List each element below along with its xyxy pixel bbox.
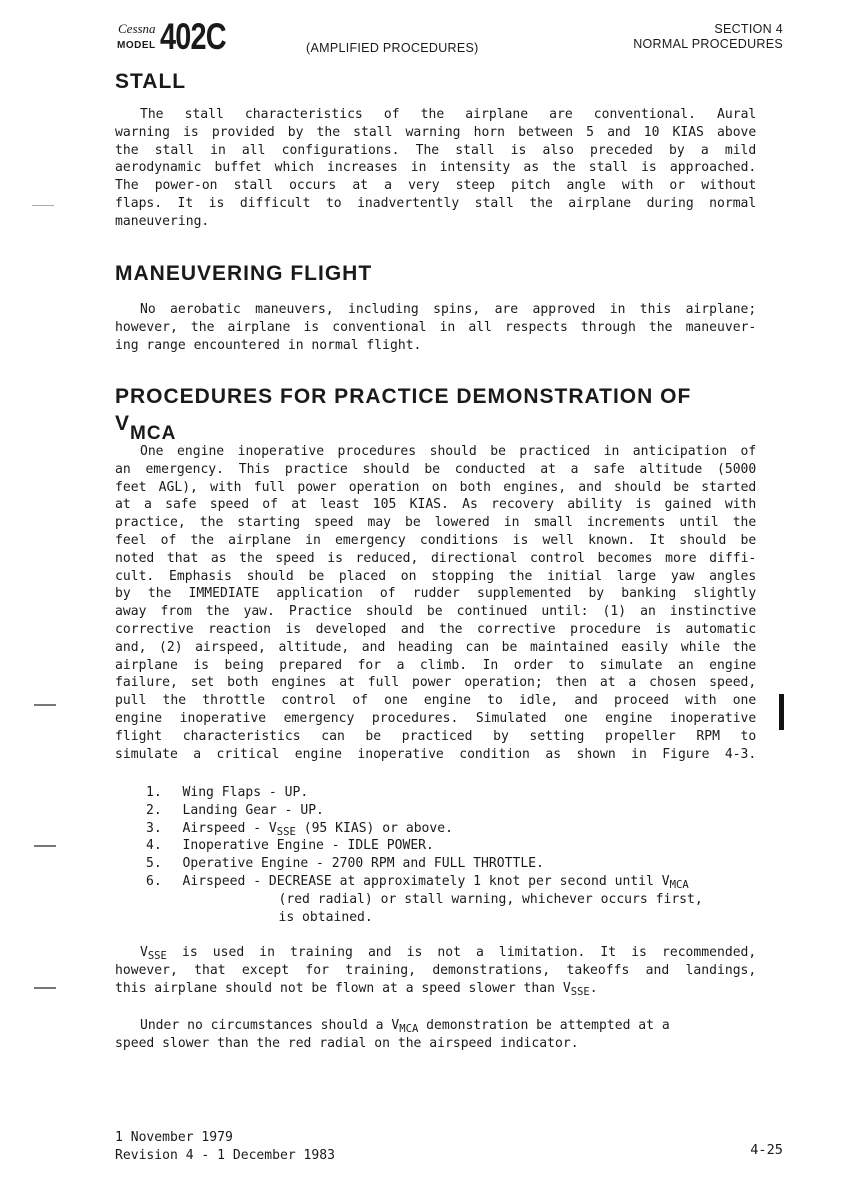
step-number: 4. — [146, 837, 162, 854]
warning-text: Under no circumstances should a V — [139, 1017, 400, 1033]
text-line: however, that except for training, demonstrations, takeoffs and landings, — [115, 961, 757, 978]
text-line: pull the throttle control of one engine to idle, and proceed with one — [115, 692, 757, 709]
text-line — [115, 980, 756, 998]
step-subscript: SSE — [276, 824, 296, 838]
practice-heading: PROCEDURES FOR PRACTICE DEMONSTRATION OF — [115, 385, 692, 408]
list-item — [146, 855, 703, 873]
margin-mark — [34, 987, 56, 989]
note-text: is used in training and is not a limitation. It is recommended, — [166, 944, 757, 960]
text-line: an emergency. This practice should be conducted at a safe altitude (5000 — [115, 460, 757, 477]
list-item — [146, 784, 703, 802]
text-line: and, (2) airspeed, altitude, and heading can be maintained easily while the — [115, 638, 757, 655]
section-title: NORMAL PROCEDURES — [633, 37, 783, 51]
step-text: Landing Gear - UP. — [182, 801, 324, 818]
maneuvering-heading: MANEUVERING FLIGHT — [115, 262, 373, 285]
text-line: flaps. It is difficult to inadvertently stall the airplane during normal — [115, 194, 757, 211]
vsse-v: V — [139, 944, 148, 960]
margin-mark — [34, 704, 56, 706]
stall-paragraph — [115, 106, 756, 231]
warning-text: demonstration be attempted at a — [418, 1017, 670, 1033]
cessna-logo: Cessna — [118, 21, 156, 36]
page-number: 4-25 — [750, 1142, 783, 1158]
stall-heading: STALL — [115, 70, 187, 93]
text-line: One engine inoperative procedures should be practiced in anticipation of — [139, 443, 757, 459]
text-line: feet AGL), with full power operation on both engines, and should be started — [115, 478, 757, 495]
step-number: 3. — [146, 819, 162, 836]
vsse-subscript: SSE — [147, 949, 167, 962]
section-subtitle: (AMPLIFIED PROCEDURES) — [306, 41, 479, 55]
text-line: aerodynamic buffet which increases in intensity as the stall is approached. — [115, 159, 757, 176]
step-number: 2. — [146, 801, 162, 818]
practice-paragraph — [115, 443, 756, 763]
list-item — [146, 802, 703, 820]
revision-bar — [779, 694, 784, 730]
model-label: MODEL — [117, 40, 156, 51]
footer — [115, 1128, 335, 1164]
text-line: The stall characteristics of the airplane are conventional. Aural — [139, 106, 757, 122]
text-line: simulate a critical engine inoperative condition as shown in Figure 4-3. — [115, 745, 757, 762]
vsse-subscript: SSE — [570, 984, 590, 998]
list-item — [146, 820, 703, 838]
vmca-subscript: MCA — [130, 423, 177, 444]
note-text: this airplane should not be flown at a speed slower than V — [115, 979, 571, 996]
vsse-note — [115, 944, 756, 997]
procedure-steps — [146, 784, 703, 926]
text-line: however, the airplane is conventional in all respects through the maneuver- — [115, 318, 757, 335]
maneuvering-paragraph — [115, 301, 756, 354]
text-line: practice, the starting speed may be lowered in small increments until the — [115, 514, 757, 531]
text-line: speed slower than the red radial on the airspeed indicator. — [115, 1034, 579, 1051]
text-line: the stall in all configurations. The stall is also preceded by a mild — [115, 141, 757, 158]
text-line: airplane is being prepared for a climb. In order to simulate an engine — [115, 656, 757, 673]
text-line: away from the yaw. Practice should be continued until: (1) an instinctive — [115, 603, 757, 620]
vmca-heading — [115, 412, 177, 444]
step-subscript: MCA — [669, 877, 689, 891]
step-text: Operative Engine - 2700 RPM and FULL THROTTLE. — [182, 855, 544, 872]
model-number: 402C — [160, 16, 226, 57]
step-continuation: is obtained. — [278, 908, 373, 925]
step-text: (95 KIAS) or above. — [295, 819, 453, 836]
text-line: warning is provided by the stall warning horn between 5 and 10 KIAS above — [115, 123, 757, 140]
list-item — [146, 873, 703, 891]
margin-mark — [34, 845, 56, 847]
step-text: Inoperative Engine - IDLE POWER. — [182, 837, 434, 854]
step-text: Airspeed - DECREASE at approximately 1 knot per second until V — [182, 872, 670, 889]
list-item — [146, 837, 703, 855]
text-line — [115, 944, 756, 962]
section-label — [633, 22, 783, 52]
text-line: The power-on stall occurs at a very steep pitch angle with or without — [115, 177, 757, 194]
step-continuation: (red radial) or stall warning, whichever occurs first, — [278, 890, 703, 907]
text-line: ing range encountered in normal flight. — [115, 336, 422, 353]
step-text: Wing Flaps - UP. — [182, 784, 309, 800]
vmca-subscript: MCA — [399, 1022, 419, 1035]
text-line: corrective reaction is developed and the corrective procedure is automatic — [115, 620, 757, 637]
text-line: flight characteristics can be practiced by setting propeller RPM to — [115, 727, 757, 744]
step-text: Airspeed - V — [182, 819, 277, 836]
note-text: . — [589, 979, 598, 996]
text-line: noted that as the speed is reduced, directional control becomes more diffi- — [115, 549, 757, 566]
text-line: cult. Emphasis should be placed on stopping the initial large yaw angles — [115, 567, 757, 584]
step-number: 1. — [146, 784, 162, 800]
vmca-v: V — [115, 412, 131, 435]
step-number: 6. — [146, 872, 162, 889]
text-line: failure, set both engines at full power operation; then at a chosen speed, — [115, 674, 757, 691]
text-line: engine inoperative emergency procedures. Simulated one engine inoperative — [115, 709, 757, 726]
text-line: feel of the airplane in emergency conditions is well known. It should be — [115, 531, 757, 548]
step-number: 5. — [146, 855, 162, 872]
margin-mark — [32, 205, 54, 206]
footer-date: 1 November 1979 — [115, 1129, 233, 1145]
text-line: by the IMMEDIATE application of rudder supplemented by banking slightly — [115, 585, 757, 602]
text-line — [115, 1017, 756, 1035]
section-number: SECTION 4 — [714, 22, 783, 36]
vmca-warning — [115, 1017, 756, 1053]
footer-revision: Revision 4 - 1 December 1983 — [115, 1147, 335, 1163]
text-line: No aerobatic maneuvers, including spins, are approved in this airplane; — [139, 301, 757, 317]
text-line: maneuvering. — [115, 212, 210, 229]
text-line: at a safe speed of at least 105 KIAS. As recovery ability is gained with — [115, 496, 757, 513]
